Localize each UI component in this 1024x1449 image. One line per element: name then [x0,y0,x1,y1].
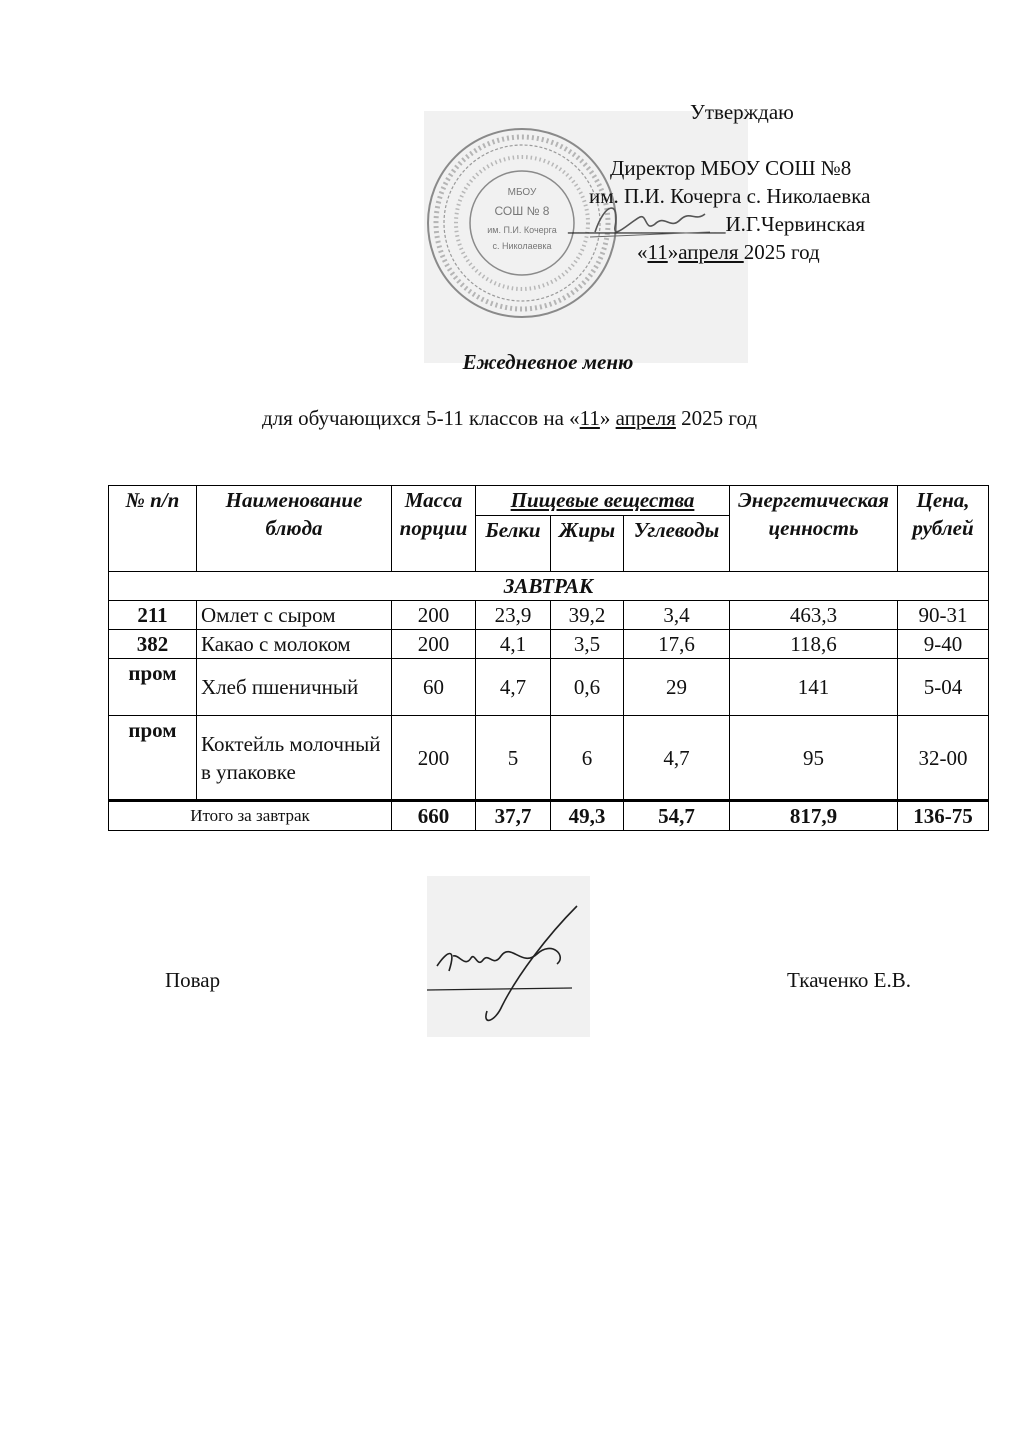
approval-director: Директор МБОУ СОШ №8 [610,156,852,180]
row-price: 9-40 [898,630,989,659]
row-mass: 200 [392,716,476,801]
cook-name: Ткаченко Е.В. [787,968,912,992]
row-name: Хлеб пшеничный [197,659,392,716]
total-carbs: 54,7 [624,801,730,831]
total-fat: 49,3 [551,801,624,831]
seal-line-4: с. Николаевка [492,241,552,251]
total-protein: 37,7 [476,801,551,831]
subtitle [262,404,757,432]
date-year: 2025 год [743,240,820,264]
header-price: Цена, рублей [898,486,989,572]
row-fat: 39,2 [551,601,624,630]
subtitle-suffix: 2025 год [675,406,758,430]
subtitle-month: апреля [615,406,676,430]
header-energy: Энергетическая ценность [730,486,898,572]
total-mass: 660 [392,801,476,831]
row-protein: 4,1 [476,630,551,659]
row-carbs: 17,6 [624,630,730,659]
row-name: Какао с молоком [197,630,392,659]
cook-signature-area [427,876,590,1037]
subtitle-day: 11 [579,406,600,430]
row-num: 382 [109,630,197,659]
row-energy: 95 [730,716,898,801]
row-fat: 6 [551,716,624,801]
total-label: Итого за завтрак [109,801,392,831]
subtitle-mid: » [599,406,616,430]
total-price: 136-75 [898,801,989,831]
menu-table [108,485,989,831]
director-signature [585,192,715,252]
cook-signature [427,876,590,1037]
subtitle-prefix: для обучающихся 5-11 классов на « [262,406,580,430]
row-energy: 118,6 [730,630,898,659]
date-month: апреля [678,240,744,264]
row-price: 5-04 [898,659,989,716]
row-energy: 463,3 [730,601,898,630]
row-energy: 141 [730,659,898,716]
table-row [109,601,989,630]
table-row [109,716,989,801]
row-protein: 23,9 [476,601,551,630]
header-mass: Масса порции [392,486,476,572]
total-energy: 817,9 [730,801,898,831]
approve-label: Утверждаю [690,100,794,124]
header-nutrients: Пищевые вещества [476,486,730,516]
row-mass: 200 [392,601,476,630]
row-carbs: 29 [624,659,730,716]
row-carbs: 3,4 [624,601,730,630]
signature-blank: _______________ [568,212,726,236]
date-day: 11 [647,240,668,264]
table-row [109,630,989,659]
page-title: Ежедневное меню [462,350,634,374]
date-open: « [637,240,648,264]
seal-line-3: им. П.И. Кочерга [487,225,557,235]
row-mass: 200 [392,630,476,659]
section-breakfast: ЗАВТРАК [109,572,989,601]
row-mass: 60 [392,659,476,716]
row-num: пром [109,716,197,801]
row-carbs: 4,7 [624,716,730,801]
seal-line-1: МБОУ [507,187,537,198]
row-num: 211 [109,601,197,630]
cook-label: Повар [165,968,221,992]
header-fat: Жиры [551,516,624,572]
header-carbs: Углеводы [624,516,730,572]
row-protein: 5 [476,716,551,801]
signer-name: И.Г.Червинская [725,212,865,236]
approval-school: им. П.И. Кочерга с. Николаевка [589,184,871,208]
row-name: Коктейль молочный в упаковке [197,716,392,801]
row-price: 90-31 [898,601,989,630]
seal-line-2: СОШ № 8 [494,204,550,218]
date-close: » [667,240,679,264]
table-row [109,659,989,716]
total-row [109,801,989,831]
row-num: пром [109,659,197,716]
header-name: Наименование блюда [197,486,392,572]
row-name: Омлет с сыром [197,601,392,630]
row-protein: 4,7 [476,659,551,716]
header-protein: Белки [476,516,551,572]
row-fat: 0,6 [551,659,624,716]
row-fat: 3,5 [551,630,624,659]
header-num: № п/п [109,486,197,572]
row-price: 32-00 [898,716,989,801]
